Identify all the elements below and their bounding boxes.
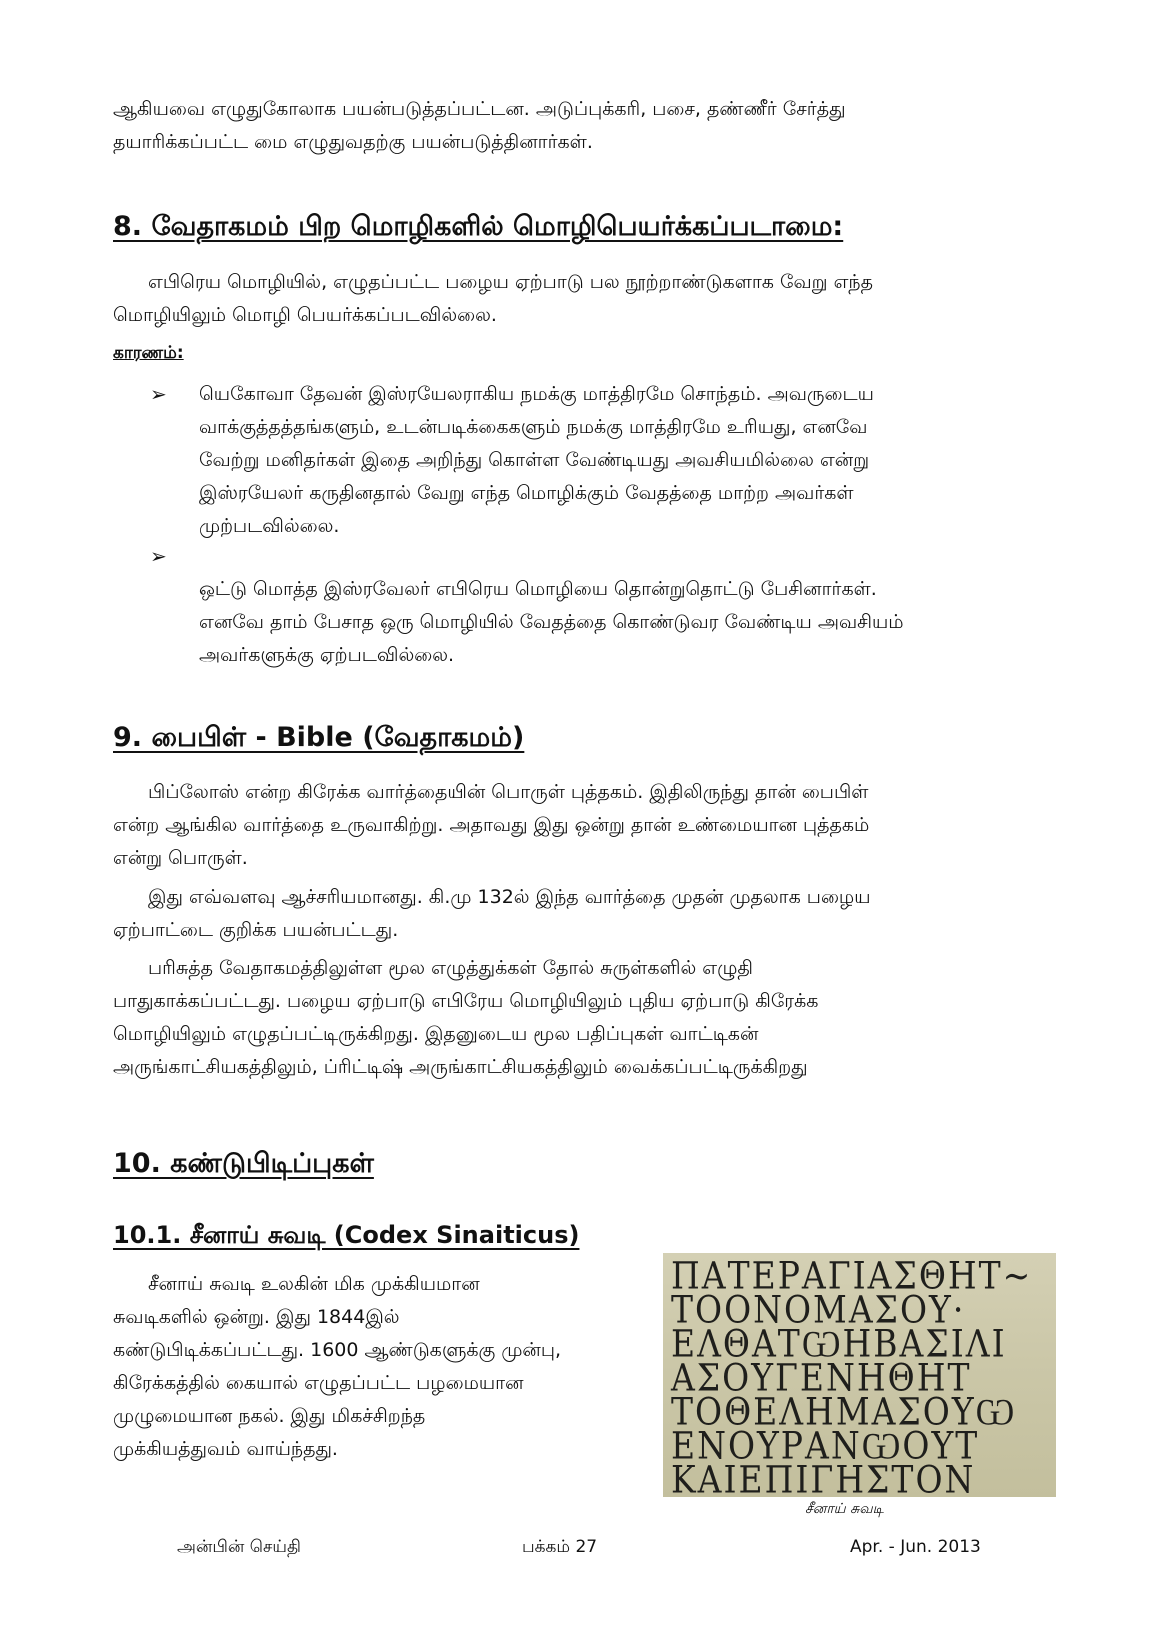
image-caption: சீனாய் சுவடி bbox=[805, 1501, 884, 1517]
bullet-2-line-1: ஒட்டு மொத்த இஸ்ரவேலர் எபிரெய மொழியை தொன்றுதொட்டு பேசினார்கள். bbox=[199, 578, 877, 600]
bullet-1-line-3: வேற்று மனிதர்கள் இதை அறிந்து கொள்ள வேண்டியது அவசியமில்லை என்று bbox=[199, 449, 870, 471]
section-10-para-line-2: சுவடிகளில் ஒன்று. இது 1844இல் bbox=[113, 1306, 400, 1328]
section-9-para-1-line-2: என்ற ஆங்கில வார்த்தை உருவாகிற்று. அதாவது இது ஒன்று தான் உண்மையான புத்தகம் bbox=[113, 814, 870, 836]
manuscript-line: ΤΟΟΝΟΜΑΣΟΥ· bbox=[671, 1287, 966, 1332]
section-10-para-line-3: கண்டுபிடிக்கப்பட்டது. 1600 ஆண்டுகளுக்கு முன்பு, bbox=[113, 1339, 562, 1361]
section-9-para-1-line-3: என்று பொருள். bbox=[113, 847, 248, 869]
section-8-para-line-1: எபிரெய மொழியில், எழுதப்பட்ட பழைய ஏற்பாடு பல நூற்றாண்டுகளாக வேறு எந்த bbox=[148, 271, 873, 293]
manuscript-line: ΑΣΟΥΓΕΝΗΘΗΤ bbox=[671, 1355, 972, 1400]
section-10-1-heading: 10.1. சீனாய் சுவடி (Codex Sinaiticus) bbox=[113, 1221, 580, 1249]
bullet-2-line-2: எனவே தாம் பேசாத ஒரு மொழியில் வேதத்தை கொண்டுவர வேண்டிய அவசியம் bbox=[199, 611, 904, 633]
bullet-2-line-3: அவர்களுக்கு ஏற்படவில்லை. bbox=[199, 644, 455, 666]
manuscript-line: ΕΛΘΑΤѠΗΒΑΣΙΛΙ bbox=[671, 1321, 1007, 1366]
bullet-1-line-2: வாக்குத்தத்தங்களும், உடன்படிக்கைகளும் நமக்கு மாத்திரமே உரியது, எனவே bbox=[199, 416, 868, 438]
footer-page-number: பக்கம் 27 bbox=[522, 1537, 598, 1557]
section-10-para-line-4: கிரேக்கத்தில் கையால் எழுதப்பட்ட பழமையான bbox=[113, 1372, 524, 1394]
section-9-heading: 9. பைபிள் - Bible (வேதாகமம்) bbox=[113, 722, 525, 753]
section-9-para-3-line-3: மொழியிலும் எழுதப்பட்டிருக்கிறது. இதனுடைய மூல பதிப்புகள் வாட்டிகன் bbox=[113, 1023, 759, 1045]
codex-sinaiticus-image bbox=[663, 1253, 1056, 1497]
footer-left: அன்பின் செய்தி bbox=[177, 1537, 301, 1557]
bullet-arrow-icon: ➢ bbox=[150, 544, 167, 568]
bullet-1-line-4: இஸ்ரயேலர் கருதினதால் வேறு எந்த மொழிக்கும் வேதத்தை மாற்ற அவர்கள் bbox=[199, 482, 854, 504]
manuscript-line: ΤΟΘΕΛΗΜΑΣΟΥѠ bbox=[671, 1389, 1017, 1434]
section-9-para-1-line-1: பிப்லோஸ் என்ற கிரேக்க வார்த்தையின் பொருள் புத்தகம். இதிலிருந்து தான் பைபிள் bbox=[148, 781, 869, 803]
manuscript-line: ΚΑΙΕΠΙΓΗΣΤΟΝ bbox=[671, 1457, 976, 1497]
section-9-para-3-line-1: பரிசுத்த வேதாகமத்திலுள்ள மூல எழுத்துக்கள் தோல் சுருள்களில் எழுதி bbox=[148, 957, 753, 979]
manuscript-line: ΕΝΟΥΡΑΝѠΟΥΤ bbox=[671, 1423, 980, 1468]
bullet-1-line-5: முற்படவில்லை. bbox=[199, 515, 340, 537]
section-8-heading: 8. வேதாகமம் பிற மொழிகளில் மொழிபெயர்க்கப்படாமை: bbox=[113, 211, 844, 242]
intro-line-1: ஆகியவை எழுதுகோலாக பயன்படுத்தப்பட்டன. அடுப்புக்கரி, பசை, தண்ணீர் சேர்த்து bbox=[113, 98, 846, 120]
section-10-para-line-5: முழுமையான நகல். இது மிகச்சிறந்த bbox=[113, 1405, 426, 1427]
bullet-arrow-icon: ➢ bbox=[150, 382, 167, 406]
section-9-para-2-line-2: ஏற்பாட்டை குறிக்க பயன்பட்டது. bbox=[113, 919, 399, 941]
section-10-para-line-6: முக்கியத்துவம் வாய்ந்தது. bbox=[113, 1438, 338, 1460]
section-8-para-line-2: மொழியிலும் மொழி பெயர்க்கப்படவில்லை. bbox=[113, 304, 497, 326]
section-9-para-3-line-4: அருங்காட்சியகத்திலும், ப்ரிட்டிஷ் அருங்காட்சியகத்திலும் வைக்கப்பட்டிருக்கிறது bbox=[113, 1056, 808, 1078]
reason-label: காரணம்: bbox=[113, 343, 184, 363]
section-10-para-line-1: சீனாய் சுவடி உலகின் மிக முக்கியமான bbox=[148, 1273, 480, 1295]
footer-date: Apr. - Jun. 2013 bbox=[850, 1537, 981, 1557]
manuscript-line: ΠΑΤΕΡΑΓΙΑΣΘΗΤ~ bbox=[671, 1253, 1033, 1298]
section-10-heading: 10. கண்டுபிடிப்புகள் bbox=[113, 1148, 374, 1179]
section-9-para-3-line-2: பாதுகாக்கப்பட்டது. பழைய ஏற்பாடு எபிரேய மொழியிலும் புதிய ஏற்பாடு கிரேக்க bbox=[113, 990, 819, 1012]
bullet-1-line-1: யெகோவா தேவன் இஸ்ரயேலராகிய நமக்கு மாத்திரமே சொந்தம். அவருடைய bbox=[199, 383, 874, 405]
section-9-para-2-line-1: இது எவ்வளவு ஆச்சரியமானது. கி.மு 132ல் இந்த வார்த்தை முதன் முதலாக பழைய bbox=[148, 886, 871, 908]
intro-line-2: தயாரிக்கப்பட்ட மை எழுதுவதற்கு பயன்படுத்தினார்கள். bbox=[113, 131, 593, 153]
